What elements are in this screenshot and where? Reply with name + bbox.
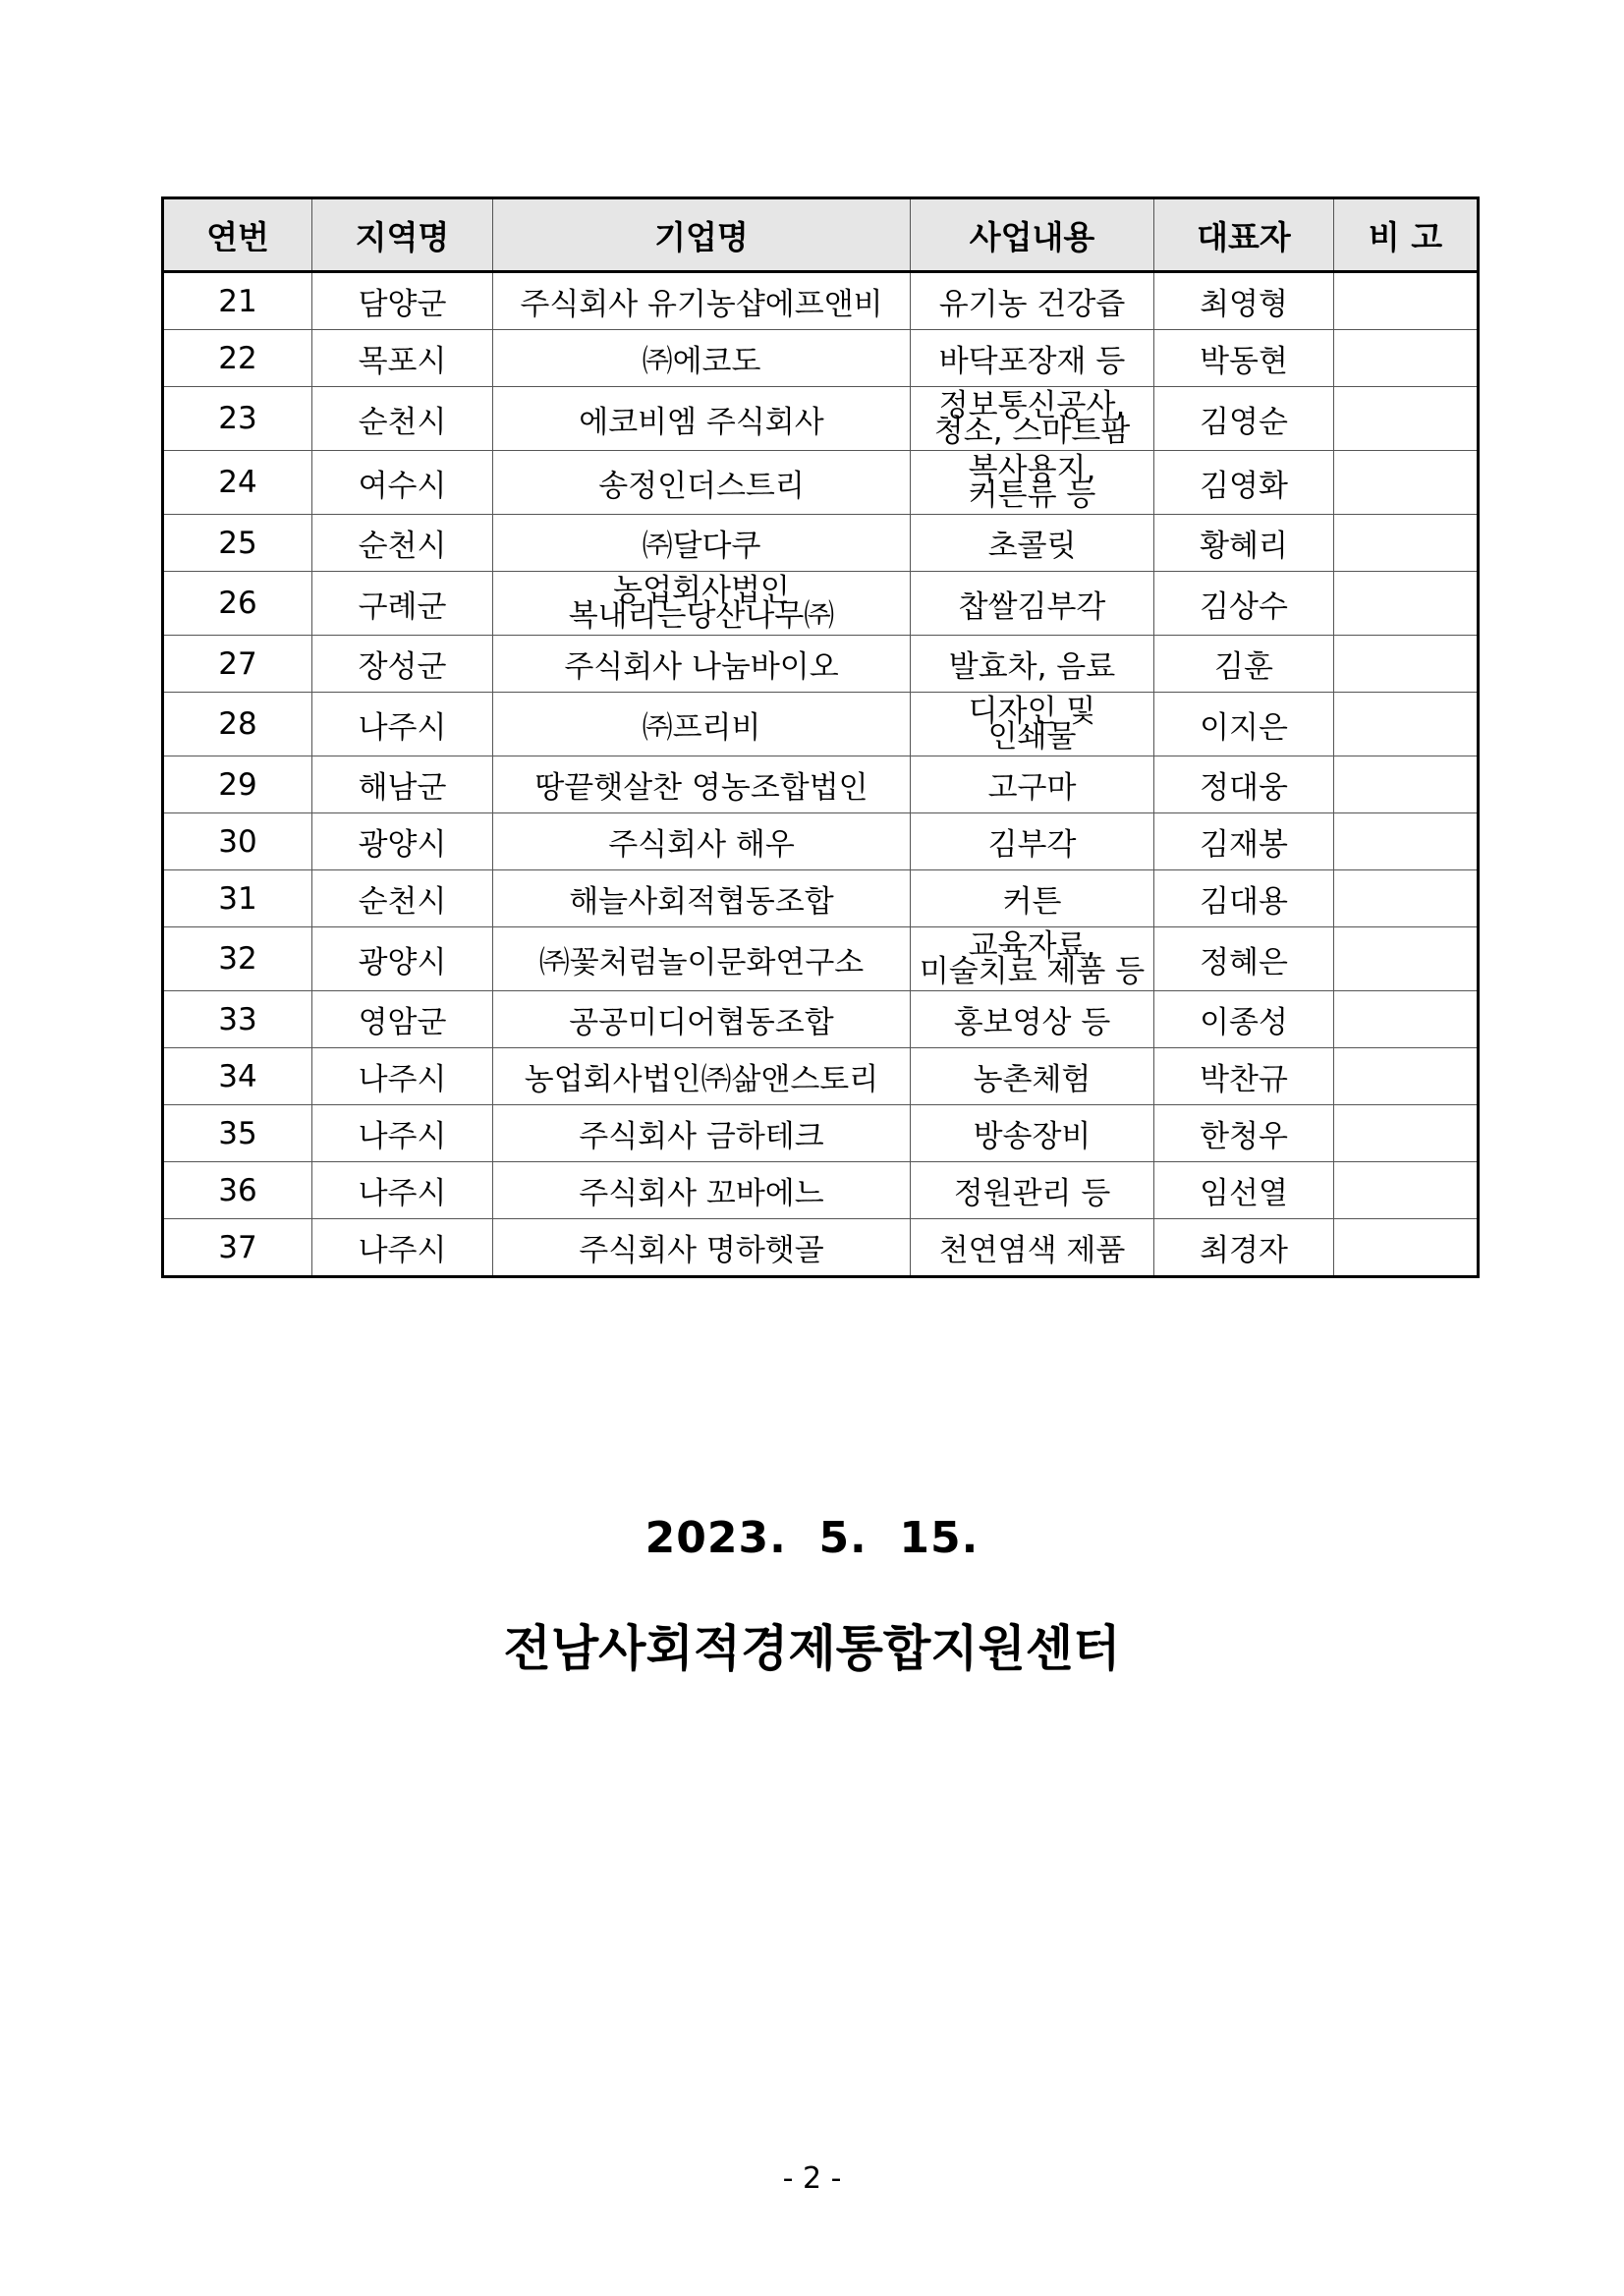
cell-remarks (1334, 515, 1479, 572)
cell-serial-number: 29 (163, 756, 312, 813)
cell-business: 정원관리 등 (911, 1162, 1154, 1219)
cell-company (493, 572, 911, 636)
cell-region: 순천시 (312, 387, 493, 451)
cell-business: 김부각 (911, 813, 1154, 870)
cell-business (911, 387, 1154, 451)
cell-business: 커튼 (911, 870, 1154, 927)
cell-serial-number: 25 (163, 515, 312, 572)
cell-representative: 황혜리 (1154, 515, 1334, 572)
cell-region: 광양시 (312, 813, 493, 870)
cell-remarks (1334, 1105, 1479, 1162)
cell-company: 에코비엠 주식회사 (493, 387, 911, 451)
table-row (163, 927, 1479, 991)
cell-region: 목포시 (312, 330, 493, 387)
cell-serial-number: 23 (163, 387, 312, 451)
cell-remarks (1334, 451, 1479, 515)
cell-serial-number: 26 (163, 572, 312, 636)
header-company: 기업명 (493, 198, 911, 272)
cell-business: 고구마 (911, 756, 1154, 813)
cell-representative: 최영형 (1154, 272, 1334, 330)
cell-representative: 김훈 (1154, 636, 1334, 693)
cell-remarks (1334, 272, 1479, 330)
cell-business: 홍보영상 등 (911, 991, 1154, 1048)
cell-region: 순천시 (312, 870, 493, 927)
header-business: 사업내용 (911, 198, 1154, 272)
page-number: - 2 - (782, 2161, 842, 2196)
cell-business-line: 청소, 스마트팜 (933, 414, 1131, 449)
cell-region: 나주시 (312, 1219, 493, 1277)
cell-remarks (1334, 870, 1479, 927)
table-row (163, 813, 1479, 870)
cell-company: 주식회사 명하햇골 (493, 1219, 911, 1277)
cell-serial-number: 22 (163, 330, 312, 387)
cell-company: 주식회사 나눔바이오 (493, 636, 911, 693)
header-serial-number: 연번 (163, 198, 312, 272)
cell-serial-number: 24 (163, 451, 312, 515)
cell-representative: 이지은 (1154, 693, 1334, 756)
cell-remarks (1334, 991, 1479, 1048)
cell-remarks (1334, 330, 1479, 387)
cell-business: 초콜릿 (911, 515, 1154, 572)
table-row (163, 1162, 1479, 1219)
header-representative: 대표자 (1154, 198, 1334, 272)
table-row (163, 636, 1479, 693)
cell-serial-number: 34 (163, 1048, 312, 1105)
cell-company: 농업회사법인㈜삶앤스토리 (493, 1048, 911, 1105)
cell-serial-number: 27 (163, 636, 312, 693)
organization-name: 전남사회적경제통합지원센터 (503, 1620, 1121, 1677)
cell-region: 순천시 (312, 515, 493, 572)
cell-serial-number: 33 (163, 991, 312, 1048)
cell-business: 농촌체험 (911, 1048, 1154, 1105)
cell-remarks (1334, 813, 1479, 870)
table-row (163, 1105, 1479, 1162)
cell-region: 나주시 (312, 1162, 493, 1219)
cell-company: 해늘사회적협동조합 (493, 870, 911, 927)
cell-business: 바닥포장재 등 (911, 330, 1154, 387)
cell-region: 나주시 (312, 1048, 493, 1105)
enterprise-table (161, 196, 1480, 1278)
cell-serial-number: 21 (163, 272, 312, 330)
table-row (163, 693, 1479, 756)
cell-company: ㈜달다쿠 (493, 515, 911, 572)
cell-business: 찹쌀김부각 (911, 572, 1154, 636)
table-row (163, 1219, 1479, 1277)
cell-serial-number: 31 (163, 870, 312, 927)
table-row (163, 330, 1479, 387)
table-row (163, 572, 1479, 636)
cell-remarks (1334, 927, 1479, 991)
header-region: 지역명 (312, 198, 493, 272)
cell-business (911, 451, 1154, 515)
table-row (163, 870, 1479, 927)
cell-remarks (1334, 693, 1479, 756)
cell-representative: 박찬규 (1154, 1048, 1334, 1105)
cell-remarks (1334, 1219, 1479, 1277)
cell-representative: 김영순 (1154, 387, 1334, 451)
cell-serial-number: 36 (163, 1162, 312, 1219)
cell-remarks (1334, 387, 1479, 451)
cell-representative: 김재봉 (1154, 813, 1334, 870)
table-header-row (163, 198, 1479, 272)
cell-company: 주식회사 꼬바에느 (493, 1162, 911, 1219)
cell-representative: 이종성 (1154, 991, 1334, 1048)
cell-remarks (1334, 572, 1479, 636)
cell-company: ㈜프리비 (493, 693, 911, 756)
cell-remarks (1334, 756, 1479, 813)
cell-representative: 정혜은 (1154, 927, 1334, 991)
cell-business (911, 927, 1154, 991)
cell-region: 구례군 (312, 572, 493, 636)
cell-business: 발효차, 음료 (911, 636, 1154, 693)
cell-serial-number: 28 (163, 693, 312, 756)
cell-business-line: 복사용지, (968, 452, 1096, 487)
cell-representative: 박동현 (1154, 330, 1334, 387)
cell-representative: 김대용 (1154, 870, 1334, 927)
cell-company-line: 농업회사법인 (613, 573, 790, 608)
cell-business-line: 커튼류 등 (968, 477, 1096, 513)
cell-company: 공공미디어협동조합 (493, 991, 911, 1048)
cell-region: 영암군 (312, 991, 493, 1048)
cell-representative: 임선열 (1154, 1162, 1334, 1219)
cell-business-line: 정보통신공사, (938, 388, 1126, 423)
cell-company: ㈜꽃처럼놀이문화연구소 (493, 927, 911, 991)
cell-serial-number: 35 (163, 1105, 312, 1162)
cell-representative: 김상수 (1154, 572, 1334, 636)
table-row (163, 756, 1479, 813)
cell-business-line: 디자인 및 (968, 694, 1096, 729)
cell-region: 나주시 (312, 693, 493, 756)
cell-business: 천연염색 제품 (911, 1219, 1154, 1277)
cell-company: 땅끝햇살찬 영농조합법인 (493, 756, 911, 813)
document-date: 2023. 5. 15. (644, 1513, 980, 1563)
cell-representative: 최경자 (1154, 1219, 1334, 1277)
table-body (163, 272, 1479, 1277)
cell-business: 방송장비 (911, 1105, 1154, 1162)
cell-remarks (1334, 1048, 1479, 1105)
table-row (163, 272, 1479, 330)
cell-region: 담양군 (312, 272, 493, 330)
cell-region: 나주시 (312, 1105, 493, 1162)
cell-region: 장성군 (312, 636, 493, 693)
cell-business-line: 인쇄물 (987, 719, 1077, 755)
cell-serial-number: 37 (163, 1219, 312, 1277)
cell-region: 여수시 (312, 451, 493, 515)
table-row (163, 515, 1479, 572)
cell-remarks (1334, 636, 1479, 693)
table-row (163, 1048, 1479, 1105)
header-remarks: 비 고 (1334, 198, 1479, 272)
table-row (163, 451, 1479, 515)
table-row (163, 991, 1479, 1048)
cell-business-line: 미술치료 제품 등 (919, 954, 1146, 989)
cell-representative: 김영화 (1154, 451, 1334, 515)
table-row (163, 387, 1479, 451)
cell-business (911, 693, 1154, 756)
cell-company: ㈜에코도 (493, 330, 911, 387)
cell-representative: 한청우 (1154, 1105, 1334, 1162)
cell-company: 주식회사 유기농샵에프앤비 (493, 272, 911, 330)
cell-business: 유기농 건강즙 (911, 272, 1154, 330)
cell-company: 송정인더스트리 (493, 451, 911, 515)
cell-representative: 정대웅 (1154, 756, 1334, 813)
cell-business-line: 교육자료, (968, 928, 1096, 964)
cell-company: 주식회사 해우 (493, 813, 911, 870)
cell-serial-number: 30 (163, 813, 312, 870)
cell-serial-number: 32 (163, 927, 312, 991)
cell-company-line: 복내리는당산나무㈜ (568, 598, 835, 634)
cell-remarks (1334, 1162, 1479, 1219)
cell-company: 주식회사 금하테크 (493, 1105, 911, 1162)
cell-region: 광양시 (312, 927, 493, 991)
cell-region: 해남군 (312, 756, 493, 813)
